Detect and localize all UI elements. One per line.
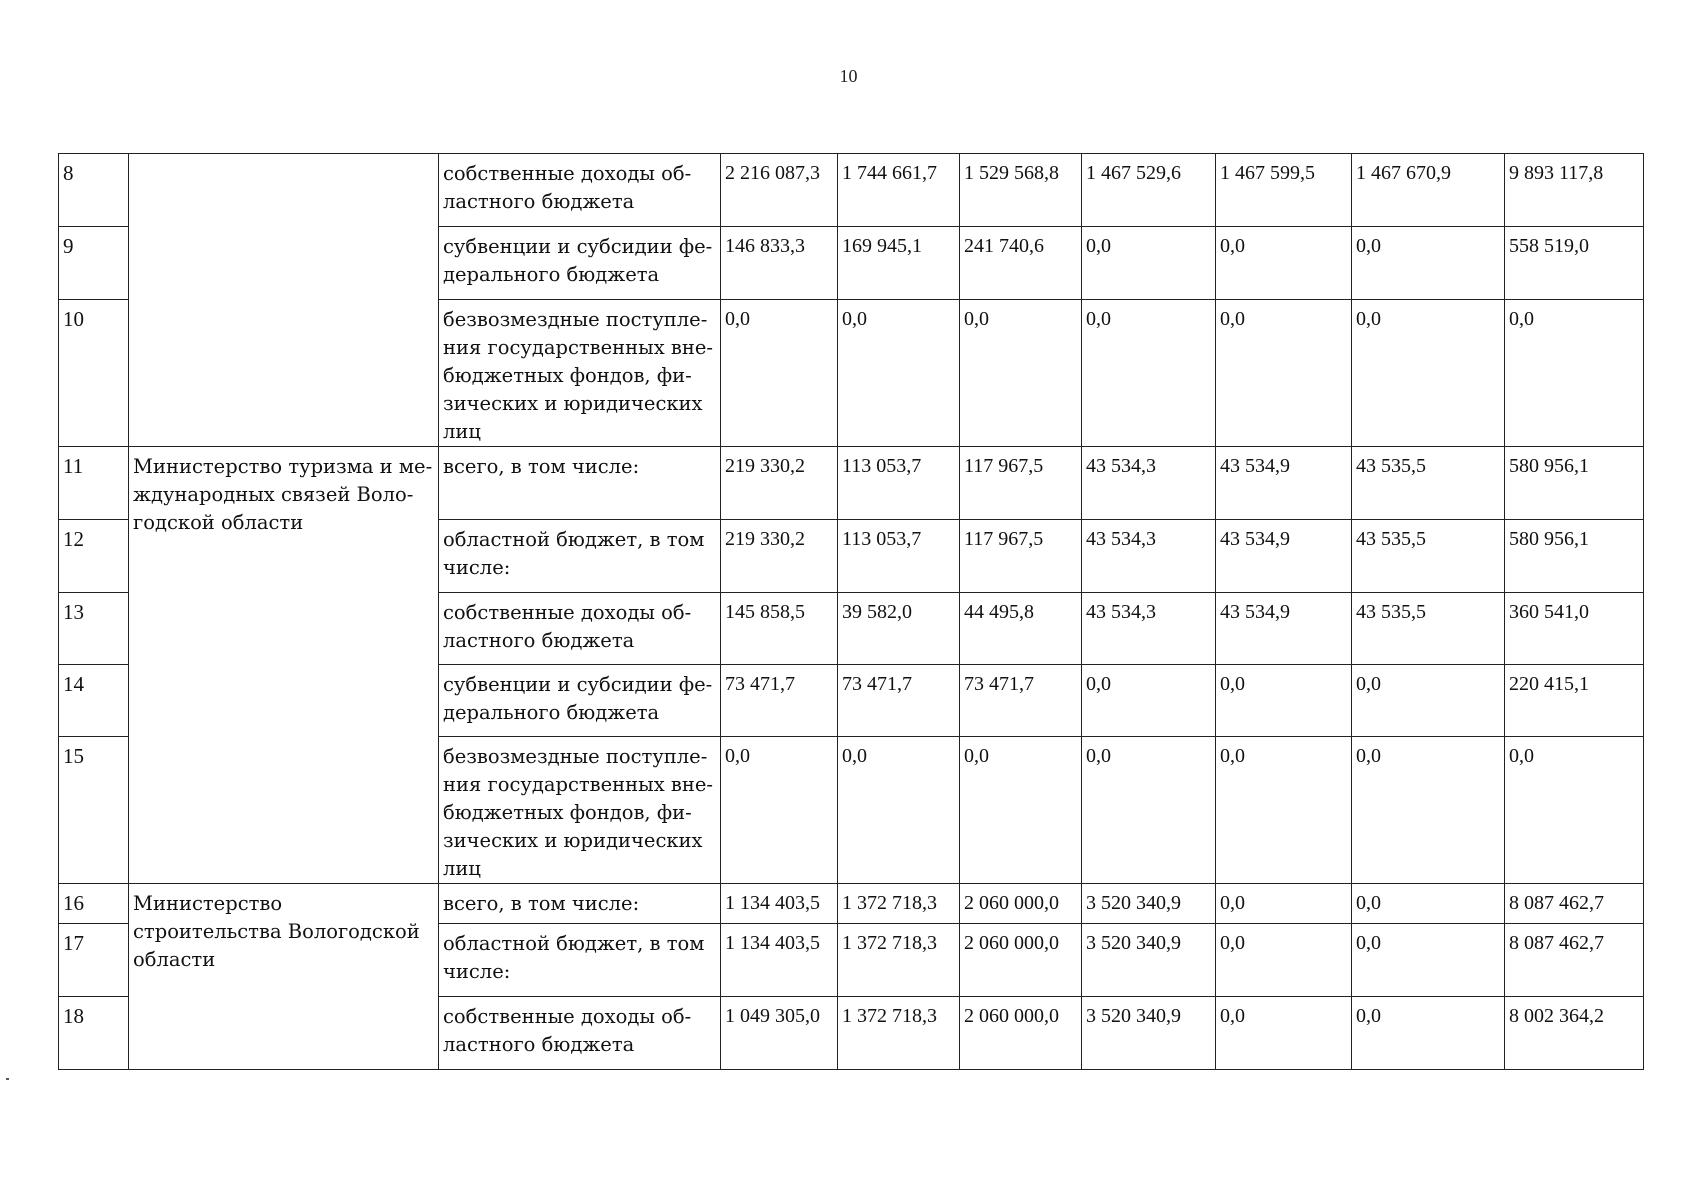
row-number: 17 (59, 924, 129, 997)
funding-source: субвенции и субсидии фе-дерального бюджета (439, 665, 721, 737)
value-cell: 0,0 (838, 300, 960, 447)
value-cell: 0,0 (1082, 737, 1216, 884)
page-number: 10 (839, 66, 858, 86)
value-cell: 1 049 305,0 (721, 997, 838, 1070)
row-number: 11 (59, 447, 129, 520)
value-cell: 0,0 (1352, 300, 1505, 447)
total-value-cell: 8 087 462,7 (1505, 924, 1644, 997)
value-cell: 3 520 340,9 (1082, 884, 1216, 924)
value-cell: 73 471,7 (721, 665, 838, 737)
organization-cell: Министерство строительства Вологодской области (129, 884, 439, 1070)
total-value-cell: 580 956,1 (1505, 520, 1644, 593)
value-cell: 1 134 403,5 (721, 884, 838, 924)
value-cell: 43 535,5 (1352, 520, 1505, 593)
value-cell: 0,0 (1352, 997, 1505, 1070)
value-cell: 43 534,3 (1082, 447, 1216, 520)
value-cell: 43 534,3 (1082, 520, 1216, 593)
funding-source: собственные доходы об-ластного бюджета (439, 997, 721, 1070)
value-cell: 3 520 340,9 (1082, 997, 1216, 1070)
funding-source: областной бюджет, в том числе: (439, 520, 721, 593)
funding-source: безвозмездные поступле-ния государственных вне-бюджетных фондов, фи-зических и юридических лиц (439, 737, 721, 884)
value-cell: 1 372 718,3 (838, 884, 960, 924)
value-cell: 0,0 (721, 300, 838, 447)
row-number: 8 (59, 154, 129, 227)
table-row (59, 447, 1644, 520)
value-cell: 0,0 (1216, 997, 1352, 1070)
value-cell: 219 330,2 (721, 447, 838, 520)
value-cell: 113 053,7 (838, 520, 960, 593)
row-number: 13 (59, 593, 129, 665)
value-cell: 0,0 (1216, 737, 1352, 884)
value-cell: 43 534,9 (1216, 520, 1352, 593)
value-cell: 0,0 (1352, 884, 1505, 924)
value-cell: 0,0 (838, 737, 960, 884)
value-cell: 1 467 529,6 (1082, 154, 1216, 227)
value-cell: 1 372 718,3 (838, 997, 960, 1070)
row-number: 14 (59, 665, 129, 737)
value-cell: 117 967,5 (960, 447, 1082, 520)
organization-cell: Министерство туризма и ме-ждународных связей Воло-годской области (129, 447, 439, 884)
value-cell: 3 520 340,9 (1082, 924, 1216, 997)
funding-source: собственные доходы об-ластного бюджета (439, 593, 721, 665)
funding-source: областной бюджет, в том числе: (439, 924, 721, 997)
row-number: 9 (59, 227, 129, 300)
value-cell: 1 744 661,7 (838, 154, 960, 227)
value-cell: 145 858,5 (721, 593, 838, 665)
funding-source: субвенции и субсидии фе-дерального бюджета (439, 227, 721, 300)
budget-table (58, 153, 1644, 1070)
value-cell: 73 471,7 (838, 665, 960, 737)
value-cell: 43 534,3 (1082, 593, 1216, 665)
value-cell: 0,0 (1352, 737, 1505, 884)
value-cell: 0,0 (960, 300, 1082, 447)
scan-mark (6, 1078, 9, 1080)
row-number: 15 (59, 737, 129, 884)
total-value-cell: 8 087 462,7 (1505, 884, 1644, 924)
value-cell: 43 535,5 (1352, 593, 1505, 665)
value-cell: 0,0 (1352, 924, 1505, 997)
value-cell: 43 535,5 (1352, 447, 1505, 520)
value-cell: 43 534,9 (1216, 447, 1352, 520)
value-cell: 117 967,5 (960, 520, 1082, 593)
total-value-cell: 580 956,1 (1505, 447, 1644, 520)
total-value-cell: 360 541,0 (1505, 593, 1644, 665)
total-value-cell: 558 519,0 (1505, 227, 1644, 300)
funding-source: всего, в том числе: (439, 447, 721, 520)
value-cell: 0,0 (960, 737, 1082, 884)
funding-source: всего, в том числе: (439, 884, 721, 924)
value-cell: 0,0 (1352, 665, 1505, 737)
value-cell: 146 833,3 (721, 227, 838, 300)
total-value-cell: 8 002 364,2 (1505, 997, 1644, 1070)
value-cell: 43 534,9 (1216, 593, 1352, 665)
value-cell: 0,0 (1216, 227, 1352, 300)
value-cell: 0,0 (1216, 300, 1352, 447)
total-value-cell: 220 415,1 (1505, 665, 1644, 737)
funding-source: собственные доходы об-ластного бюджета (439, 154, 721, 227)
table-row (59, 884, 1644, 924)
value-cell: 0,0 (1082, 227, 1216, 300)
value-cell: 0,0 (1082, 665, 1216, 737)
value-cell: 219 330,2 (721, 520, 838, 593)
value-cell: 241 740,6 (960, 227, 1082, 300)
funding-source: безвозмездные поступле-ния государственных вне-бюджетных фондов, фи-зических и юридических лиц (439, 300, 721, 447)
value-cell: 1 467 670,9 (1352, 154, 1505, 227)
value-cell: 2 216 087,3 (721, 154, 838, 227)
row-number: 18 (59, 997, 129, 1070)
value-cell: 73 471,7 (960, 665, 1082, 737)
value-cell: 0,0 (1352, 227, 1505, 300)
value-cell: 39 582,0 (838, 593, 960, 665)
value-cell: 2 060 000,0 (960, 997, 1082, 1070)
value-cell: 113 053,7 (838, 447, 960, 520)
value-cell: 0,0 (721, 737, 838, 884)
row-number: 16 (59, 884, 129, 924)
value-cell: 1 134 403,5 (721, 924, 838, 997)
value-cell: 1 372 718,3 (838, 924, 960, 997)
value-cell: 0,0 (1082, 300, 1216, 447)
value-cell: 2 060 000,0 (960, 884, 1082, 924)
total-value-cell: 0,0 (1505, 737, 1644, 884)
table-row (59, 154, 1644, 227)
value-cell: 44 495,8 (960, 593, 1082, 665)
total-value-cell: 9 893 117,8 (1505, 154, 1644, 227)
value-cell: 1 467 599,5 (1216, 154, 1352, 227)
total-value-cell: 0,0 (1505, 300, 1644, 447)
row-number: 12 (59, 520, 129, 593)
value-cell: 169 945,1 (838, 227, 960, 300)
row-number: 10 (59, 300, 129, 447)
value-cell: 2 060 000,0 (960, 924, 1082, 997)
value-cell: 0,0 (1216, 665, 1352, 737)
value-cell: 0,0 (1216, 924, 1352, 997)
organization-cell (129, 154, 439, 447)
value-cell: 1 529 568,8 (960, 154, 1082, 227)
value-cell: 0,0 (1216, 884, 1352, 924)
